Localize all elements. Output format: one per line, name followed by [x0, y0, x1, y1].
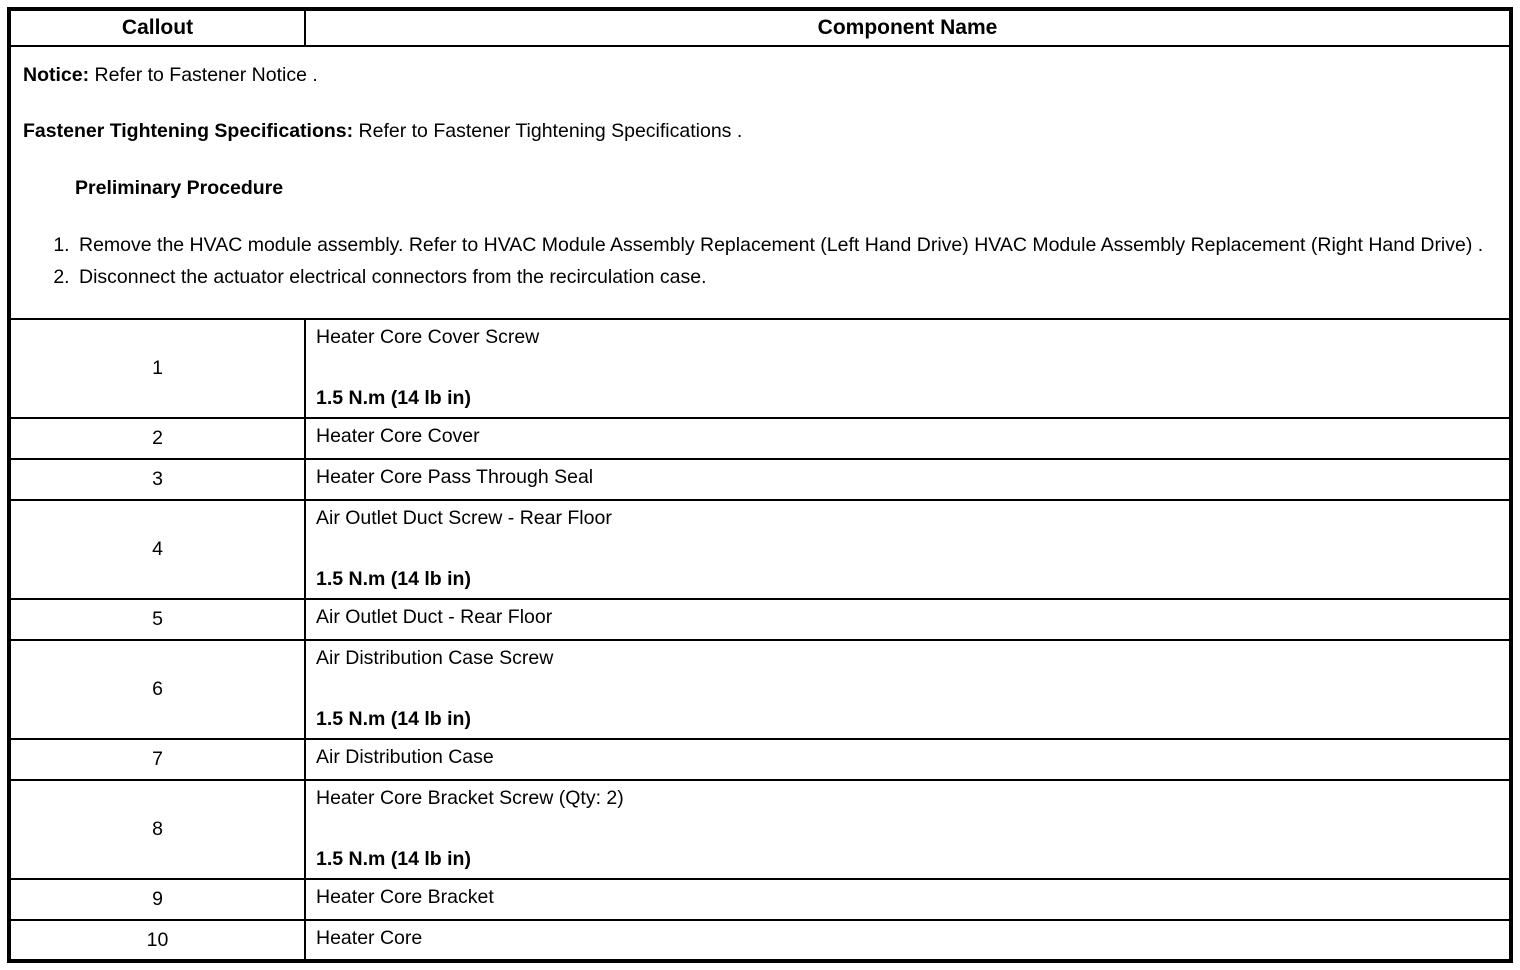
component-name: Heater Core — [316, 927, 423, 949]
component-name: Air Distribution Case Screw — [316, 647, 554, 669]
component-name: Heater Core Bracket Screw (Qty: 2) — [316, 787, 624, 809]
component-cell — [305, 879, 1511, 920]
callout-cell: 8 — [9, 780, 305, 879]
callout-cell: 7 — [9, 739, 305, 780]
table-row — [9, 780, 1511, 879]
torque-spec: 1.5 N.m (14 lb in) — [316, 386, 471, 409]
notice-row — [9, 46, 1511, 319]
callout-cell: 9 — [9, 879, 305, 920]
notice-label: Notice: — [23, 64, 90, 86]
component-name: Heater Core Cover — [316, 425, 480, 447]
table-row — [9, 319, 1511, 418]
component-name: Air Distribution Case — [316, 746, 494, 768]
table-row — [9, 920, 1511, 961]
callout-cell: 5 — [9, 599, 305, 640]
fastener-specs-label: Fastener Tightening Specifications: — [23, 120, 354, 143]
table-row — [9, 739, 1511, 780]
callout-cell: 10 — [9, 920, 305, 961]
table-row — [9, 879, 1511, 920]
notice-cell — [9, 46, 1511, 319]
notice-paragraph — [23, 61, 1497, 89]
torque-spec: 1.5 N.m (14 lb in) — [316, 707, 471, 730]
callout-cell: 6 — [9, 640, 305, 739]
table-row — [9, 500, 1511, 599]
callout-cell: 3 — [9, 459, 305, 500]
procedure-step: 2. Disconnect the actuator electrical connectors from the recirculation case. — [75, 262, 1497, 292]
component-name: Heater Core Cover Screw — [316, 326, 540, 348]
fastener-specs-text: Refer to Fastener Tightening Specifications . — [353, 120, 743, 143]
component-name: Heater Core Bracket — [316, 886, 494, 908]
component-name: Air Outlet Duct - Rear Floor — [316, 606, 553, 628]
component-name: Heater Core Pass Through Seal — [316, 466, 594, 488]
procedure-step: 1. Remove the HVAC module assembly. Refer to HVAC Module Assembly Replacement (Left Hand Drive) HVAC Module Assembly Replacement (Right Hand Drive) . — [75, 230, 1497, 260]
fastener-specs-paragraph — [23, 117, 1497, 145]
torque-spec: 1.5 N.m (14 lb in) — [316, 567, 471, 590]
component-cell — [305, 599, 1511, 640]
table-row — [9, 418, 1511, 459]
component-cell — [305, 739, 1511, 780]
notice-text: Refer to Fastener Notice . — [89, 64, 318, 86]
parts-table — [7, 7, 1513, 963]
component-cell — [305, 640, 1511, 739]
header-callout: Callout — [9, 9, 305, 46]
header-row — [9, 9, 1511, 46]
table-row — [9, 459, 1511, 500]
table-row — [9, 599, 1511, 640]
preliminary-procedure-heading: Preliminary Procedure — [75, 176, 284, 199]
component-cell — [305, 319, 1511, 418]
header-component-name: Component Name — [305, 9, 1511, 46]
callout-cell: 4 — [9, 500, 305, 599]
table-row — [9, 640, 1511, 739]
component-name: Air Outlet Duct Screw - Rear Floor — [316, 507, 612, 529]
callout-cell: 1 — [9, 319, 305, 418]
component-cell — [305, 920, 1511, 961]
callout-cell: 2 — [9, 418, 305, 459]
component-cell — [305, 418, 1511, 459]
procedure-steps — [23, 230, 1497, 292]
component-cell — [305, 500, 1511, 599]
torque-spec: 1.5 N.m (14 lb in) — [316, 847, 471, 870]
component-cell — [305, 780, 1511, 879]
component-cell — [305, 459, 1511, 500]
